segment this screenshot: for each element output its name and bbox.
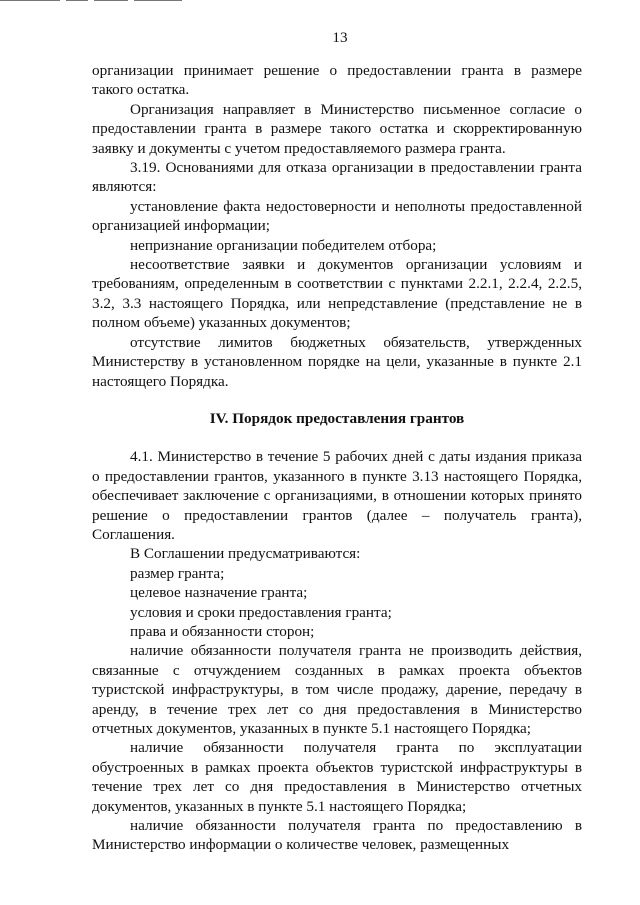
list-item-agreement-term: права и обязанности сторон; <box>130 622 315 640</box>
paragraph-4-1: 4.1. Министерство в течение 5 рабочих дней с даты издания приказа о предоставлении грантов, указанного в пункте 3.13 настоящего Порядка, обеспечивает заключение с организациями, в отношении которых принято решение о предоставлении грантов (далее – получатель гранта), Соглашения. <box>92 448 582 543</box>
paragraph-3-19: 3.19. Основаниями для отказа организации в предоставлении гранта являются: <box>92 159 582 196</box>
list-item-agreement-term: условия и сроки предоставления гранта; <box>130 603 392 621</box>
list-item-refusal-reason: несоответствие заявки и документов организации условиям и требованиям, определенным в соответствии с пунктами 2.2.1, 2.2.4, 2.2.5, 3.2, 3.3 настоящего Порядка, или непредставление (представление не в полном объеме) указанных документов; <box>92 256 582 332</box>
list-item-agreement-term: целевое назначение гранта; <box>130 584 308 602</box>
paragraph-consent: Организация направляет в Министерство письменное согласие о предоставлении гранта в размере такого остатка и скорректированную заявку и документы с учетом предоставляемого размера гранта. <box>92 100 582 157</box>
list-item-refusal-reason: установление факта недостоверности и неполноты предоставленной организацией информации; <box>92 197 582 235</box>
scan-top-edge <box>0 0 640 2</box>
list-item-agreement-term: наличие обязанности получателя гранта не производить действия, связанные с отчуждением созданных в рамках проекта объектов туристской инфраструктуры, в том числе продажу, дарение, передачу в аренду, в течение трех лет со дня предоставления в Министерство отчетных документов, указанных в пункте 5.1 настоящего Порядка; <box>92 642 582 737</box>
list-item-agreement-term: наличие обязанности получателя гранта по эксплуатации обустроенных в рамках проекта объектов туристской инфраструктуры в течение трех лет со дня предоставления в Министерство отчетных документов, указанных в пункте 5.1 настоящего Порядка; <box>92 739 582 815</box>
list-item-agreement-term: размер гранта; <box>130 564 225 582</box>
paragraph-continuation: организации принимает решение о предоставлении гранта в размере такого остатка. <box>92 62 582 99</box>
list-item-refusal-reason: отсутствие лимитов бюджетных обязательств, утвержденных Министерству в установленном порядке на цели, указанные в пункте 2.1 настоящего Порядка. <box>92 333 582 390</box>
list-item-agreement-term: наличие обязанности получателя гранта по предоставлению в Министерство информации о количестве человек, размещенных <box>92 817 582 854</box>
section-heading: IV. Порядок предоставления грантов <box>209 409 465 427</box>
page-number: 13 <box>332 29 348 46</box>
paragraph-agreement-intro: В Соглашении предусматриваются: <box>130 545 361 563</box>
document-page <box>92 28 582 855</box>
list-item-refusal-reason: непризнание организации победителем отбора; <box>130 236 437 254</box>
